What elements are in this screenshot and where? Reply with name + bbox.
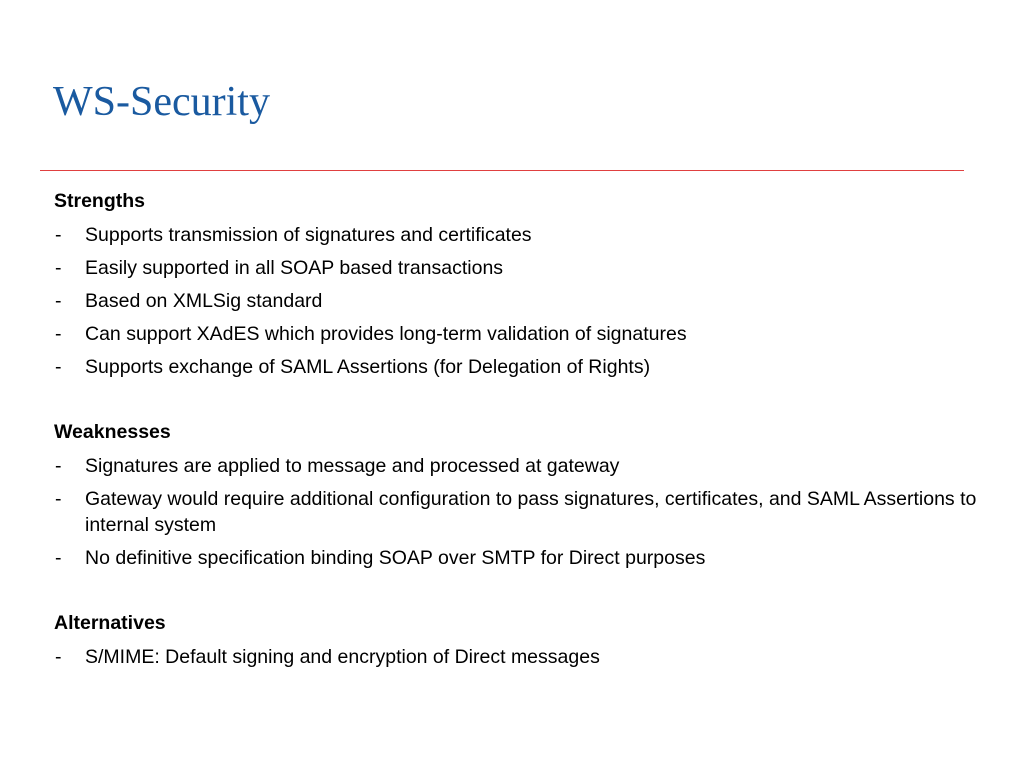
- list-item-text: Gateway would require additional configuration to pass signatures, certificates, and SAML Assertions to internal system: [85, 487, 977, 536]
- list-item-text: S/MIME: Default signing and encryption of Direct messages: [85, 645, 600, 668]
- bullet-dash: -: [55, 256, 62, 279]
- slide-title: WS-Security: [53, 79, 270, 125]
- bullet-dash: -: [55, 355, 62, 378]
- bullet-dash: -: [55, 322, 62, 345]
- bullet-list: [54, 218, 1004, 383]
- list-item: [54, 541, 1004, 574]
- bullet-list: [54, 640, 1004, 673]
- list-item-text: Based on XMLSig standard: [85, 289, 323, 312]
- list-item-text: Supports transmission of signatures and certificates: [85, 223, 532, 246]
- list-item: [54, 251, 1004, 284]
- list-item-text: No definitive specification binding SOAP over SMTP for Direct purposes: [85, 546, 706, 569]
- bullet-dash: -: [55, 645, 62, 668]
- section-heading: Weaknesses: [54, 421, 171, 443]
- list-item: [54, 317, 1004, 350]
- section-heading: Strengths: [54, 190, 146, 212]
- list-item: [54, 218, 1004, 251]
- list-item: [54, 350, 1004, 383]
- slide-content: [54, 185, 1004, 673]
- bullet-dash: -: [55, 546, 62, 569]
- list-item: [54, 640, 1004, 673]
- bullet-dash: -: [55, 487, 62, 510]
- list-item: [54, 284, 1004, 317]
- list-item-text: Supports exchange of SAML Assertions (for Delegation of Rights): [85, 355, 651, 378]
- section-weaknesses: [54, 416, 1004, 574]
- bullet-dash: -: [55, 454, 62, 477]
- list-item: [54, 482, 1004, 541]
- list-item-text: Easily supported in all SOAP based transactions: [85, 256, 504, 279]
- list-item-text: Signatures are applied to message and processed at gateway: [85, 454, 620, 477]
- section-strengths: [54, 185, 1004, 383]
- bullet-dash: -: [55, 289, 62, 312]
- list-item: [54, 449, 1004, 482]
- section-alternatives: [54, 607, 1004, 673]
- section-heading: Alternatives: [54, 612, 166, 634]
- bullet-list: [54, 449, 1004, 574]
- list-item-text: Can support XAdES which provides long-term validation of signatures: [85, 322, 687, 345]
- title-divider: [40, 170, 964, 171]
- bullet-dash: -: [55, 223, 62, 246]
